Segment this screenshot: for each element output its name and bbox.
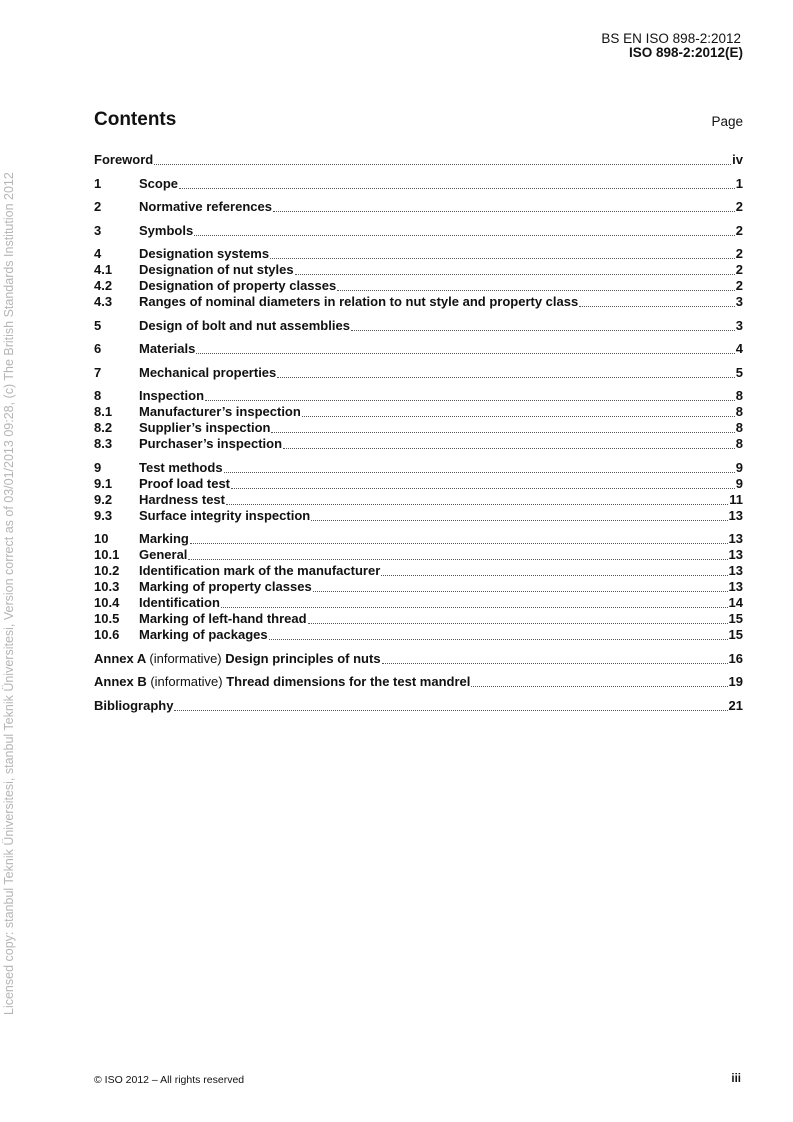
- toc-entry[interactable]: [94, 388, 743, 404]
- dot-leader: [270, 257, 735, 259]
- toc-section-number: 10.3: [94, 579, 120, 594]
- toc-entry[interactable]: [94, 611, 743, 627]
- toc-entry-label: Inspection: [139, 388, 205, 403]
- toc-entry-label: Marking: [139, 531, 189, 546]
- toc-page-number: 13: [728, 507, 743, 523]
- toc-section-number: 9: [94, 459, 102, 475]
- toc-section-number: 8: [94, 388, 102, 403]
- toc-entry-label: Hardness test: [139, 491, 225, 507]
- toc-section-number: 10.6: [94, 627, 120, 642]
- dot-leader: [221, 606, 728, 608]
- dot-leader: [190, 542, 728, 544]
- toc-section-number: 1: [94, 175, 102, 191]
- dot-leader: [351, 329, 735, 331]
- annex-title: Thread dimensions for the test mandrel: [226, 674, 471, 689]
- toc-page-number: 2: [735, 246, 743, 261]
- toc-entry[interactable]: [94, 627, 743, 643]
- toc-section-number: 9.1: [94, 475, 113, 491]
- toc-entry[interactable]: [94, 547, 743, 563]
- toc-section-number: 4: [94, 246, 102, 261]
- toc-entry-label: Materials: [139, 341, 196, 356]
- dot-leader: [337, 289, 735, 291]
- toc-entry[interactable]: [94, 595, 743, 611]
- toc-section-number: 2: [94, 199, 102, 214]
- toc-section-number: 8.1: [94, 404, 113, 419]
- toc-page-number: 15: [728, 611, 743, 626]
- annex-prefix: Annex A: [94, 650, 150, 666]
- toc-section-number: 10.2: [94, 563, 120, 578]
- dot-leader: [174, 709, 727, 711]
- toc-entry-label: Bibliography: [94, 697, 174, 713]
- header-iso-number: ISO 898-2:2012(E): [628, 45, 743, 60]
- toc-entry[interactable]: [94, 318, 743, 334]
- annex-prefix: Annex B: [94, 674, 151, 689]
- toc-page-number: 9: [735, 459, 743, 475]
- toc-entry-annex-b[interactable]: [94, 674, 743, 690]
- footer-copyright: © ISO 2012 – All rights reserved: [94, 1074, 245, 1086]
- toc-entry[interactable]: [94, 223, 743, 239]
- toc-entry[interactable]: [94, 199, 743, 215]
- dot-leader: [231, 487, 735, 489]
- toc-page-number: 9: [735, 475, 743, 491]
- toc-section-number: 4.1: [94, 262, 113, 277]
- toc-entry[interactable]: [94, 404, 743, 420]
- toc-entry-label: Foreword: [94, 152, 154, 167]
- toc-entry-label: Identification: [139, 595, 220, 610]
- toc-entry-label: Marking of property classes: [139, 579, 312, 594]
- dot-leader: [269, 638, 728, 640]
- toc-entry-label: Ranges of nominal diameters in relation to nut style and property class: [139, 294, 579, 309]
- toc-entry-bibliography[interactable]: [94, 698, 743, 714]
- annex-title: Design principles of nuts: [225, 650, 381, 666]
- dot-leader: [313, 590, 728, 592]
- toc-entry-label: Purchaser’s inspection: [139, 436, 283, 451]
- toc-page-number: 13: [728, 579, 743, 594]
- toc-page-number: 21: [728, 697, 743, 713]
- toc-page-number: 8: [735, 388, 743, 403]
- toc-page-number: 19: [728, 674, 743, 689]
- toc-section-number: 10.4: [94, 595, 120, 610]
- dot-leader: [205, 399, 735, 401]
- toc-entry-label: Manufacturer’s inspection: [139, 404, 301, 419]
- dot-leader: [271, 431, 734, 433]
- dot-leader: [471, 685, 727, 687]
- toc-entry-label: Designation systems: [139, 246, 270, 261]
- dot-leader: [226, 503, 728, 505]
- toc-section-number: 8.2: [94, 420, 113, 435]
- toc-entry[interactable]: [94, 460, 743, 476]
- toc-section-number: 4.3: [94, 294, 113, 309]
- dot-leader: [277, 376, 734, 378]
- toc-page-number: 8: [735, 420, 743, 435]
- toc-entry-annex-a[interactable]: [94, 651, 743, 667]
- toc-section-number: 10.5: [94, 611, 120, 626]
- toc-page-number: 5: [735, 364, 743, 380]
- toc-section-number: 5: [94, 317, 102, 333]
- toc-entry-label: Scope: [139, 175, 179, 191]
- toc-entry-label: Marking of packages: [139, 627, 268, 642]
- toc-section-number: 4.2: [94, 278, 113, 293]
- footer-page-number: iii: [731, 1073, 741, 1085]
- dot-leader: [295, 273, 735, 275]
- toc-page-number: 13: [728, 547, 743, 562]
- dot-leader: [179, 187, 735, 189]
- toc-page-number: 4: [735, 341, 743, 356]
- toc-entry[interactable]: [94, 579, 743, 595]
- toc-entry[interactable]: [94, 436, 743, 452]
- toc-entry-label: Marking of left-hand thread: [139, 611, 307, 626]
- toc-page-number: 13: [728, 563, 743, 578]
- toc-entry[interactable]: [94, 341, 743, 357]
- toc-page-number: 3: [735, 294, 743, 309]
- toc-entry[interactable]: [94, 563, 743, 579]
- toc-page-number: 2: [735, 278, 743, 293]
- dot-leader: [311, 519, 727, 521]
- dot-leader: [224, 471, 735, 473]
- dot-leader: [196, 352, 734, 354]
- toc-page-number: 8: [735, 404, 743, 419]
- page-column-label: Page: [711, 114, 743, 129]
- page-title: Contents: [94, 109, 177, 130]
- toc-section-number: 3: [94, 222, 102, 238]
- dot-leader: [381, 574, 727, 576]
- dot-leader: [273, 210, 735, 212]
- toc-entry-label: Designation of property classes: [139, 278, 337, 293]
- toc-entry[interactable]: [94, 294, 743, 310]
- toc-section-number: 8.3: [94, 436, 113, 451]
- toc-entry[interactable]: [94, 476, 743, 492]
- toc-entry[interactable]: [94, 508, 743, 524]
- toc-page-number: 15: [728, 627, 743, 642]
- toc-entry-label: Identification mark of the manufacturer: [139, 563, 381, 578]
- toc-entry-label: Designation of nut styles: [139, 262, 294, 277]
- toc-entry-label: Mechanical properties: [139, 364, 277, 380]
- toc-page-number: iv: [732, 152, 743, 167]
- toc-entry[interactable]: [94, 420, 743, 436]
- annex-qualifier: (informative): [149, 650, 226, 666]
- toc-entry[interactable]: [94, 531, 743, 547]
- toc-section-number: 7: [94, 364, 102, 380]
- toc-section-number: 10.1: [94, 547, 120, 562]
- toc-entry-label: General: [139, 547, 188, 562]
- toc-page-number: 2: [735, 222, 743, 238]
- dot-leader: [188, 558, 727, 560]
- toc-page-number: 2: [735, 199, 743, 214]
- toc-entry[interactable]: [94, 492, 743, 508]
- toc-page-number: 8: [735, 436, 743, 451]
- toc-section-number: 9.3: [94, 507, 113, 523]
- toc-entry-label: Design of bolt and nut assemblies: [139, 317, 350, 333]
- dot-leader: [283, 447, 735, 449]
- toc-entry-label: Test methods: [139, 459, 223, 475]
- toc-entry-label: Surface integrity inspection: [139, 507, 311, 523]
- toc-page-number: 3: [735, 317, 743, 333]
- dot-leader: [382, 662, 728, 664]
- dot-leader: [302, 415, 735, 417]
- toc-entry[interactable]: [94, 246, 743, 262]
- toc-page-number: 16: [728, 650, 743, 666]
- toc-section-number: 6: [94, 341, 102, 356]
- dot-leader: [154, 163, 731, 165]
- toc-entry-label: Proof load test: [139, 475, 231, 491]
- annex-qualifier: (informative): [150, 674, 227, 689]
- license-watermark: Licensed copy: stanbul Teknik Üniversitesi, stanbul Teknik Üniversitesi, Version correct as of 03/01/2013 09:28, (c) The British Standards Institution 2012: [2, 172, 16, 1015]
- toc-entry-label: Symbols: [139, 222, 194, 238]
- table-of-contents: [94, 152, 743, 714]
- toc-entry[interactable]: [94, 365, 743, 381]
- toc-entry[interactable]: [94, 262, 743, 278]
- toc-entry-label: Normative references: [139, 199, 272, 214]
- toc-section-number: 9.2: [94, 491, 113, 507]
- toc-page-number: 13: [728, 531, 743, 546]
- dot-leader: [194, 234, 735, 236]
- toc-page-number: 1: [735, 175, 743, 191]
- toc-entry[interactable]: [94, 176, 743, 192]
- toc-page-number: 14: [728, 595, 743, 610]
- toc-entry[interactable]: [94, 152, 743, 168]
- toc-section-number: 10: [94, 531, 109, 546]
- toc-page-number: 11: [729, 491, 743, 507]
- dot-leader: [308, 622, 728, 624]
- header-standard-number: BS EN ISO 898-2:2012: [601, 31, 741, 46]
- dot-leader: [579, 305, 735, 307]
- toc-entry[interactable]: [94, 278, 743, 294]
- toc-entry-label: Supplier’s inspection: [139, 420, 271, 435]
- toc-page-number: 2: [735, 262, 743, 277]
